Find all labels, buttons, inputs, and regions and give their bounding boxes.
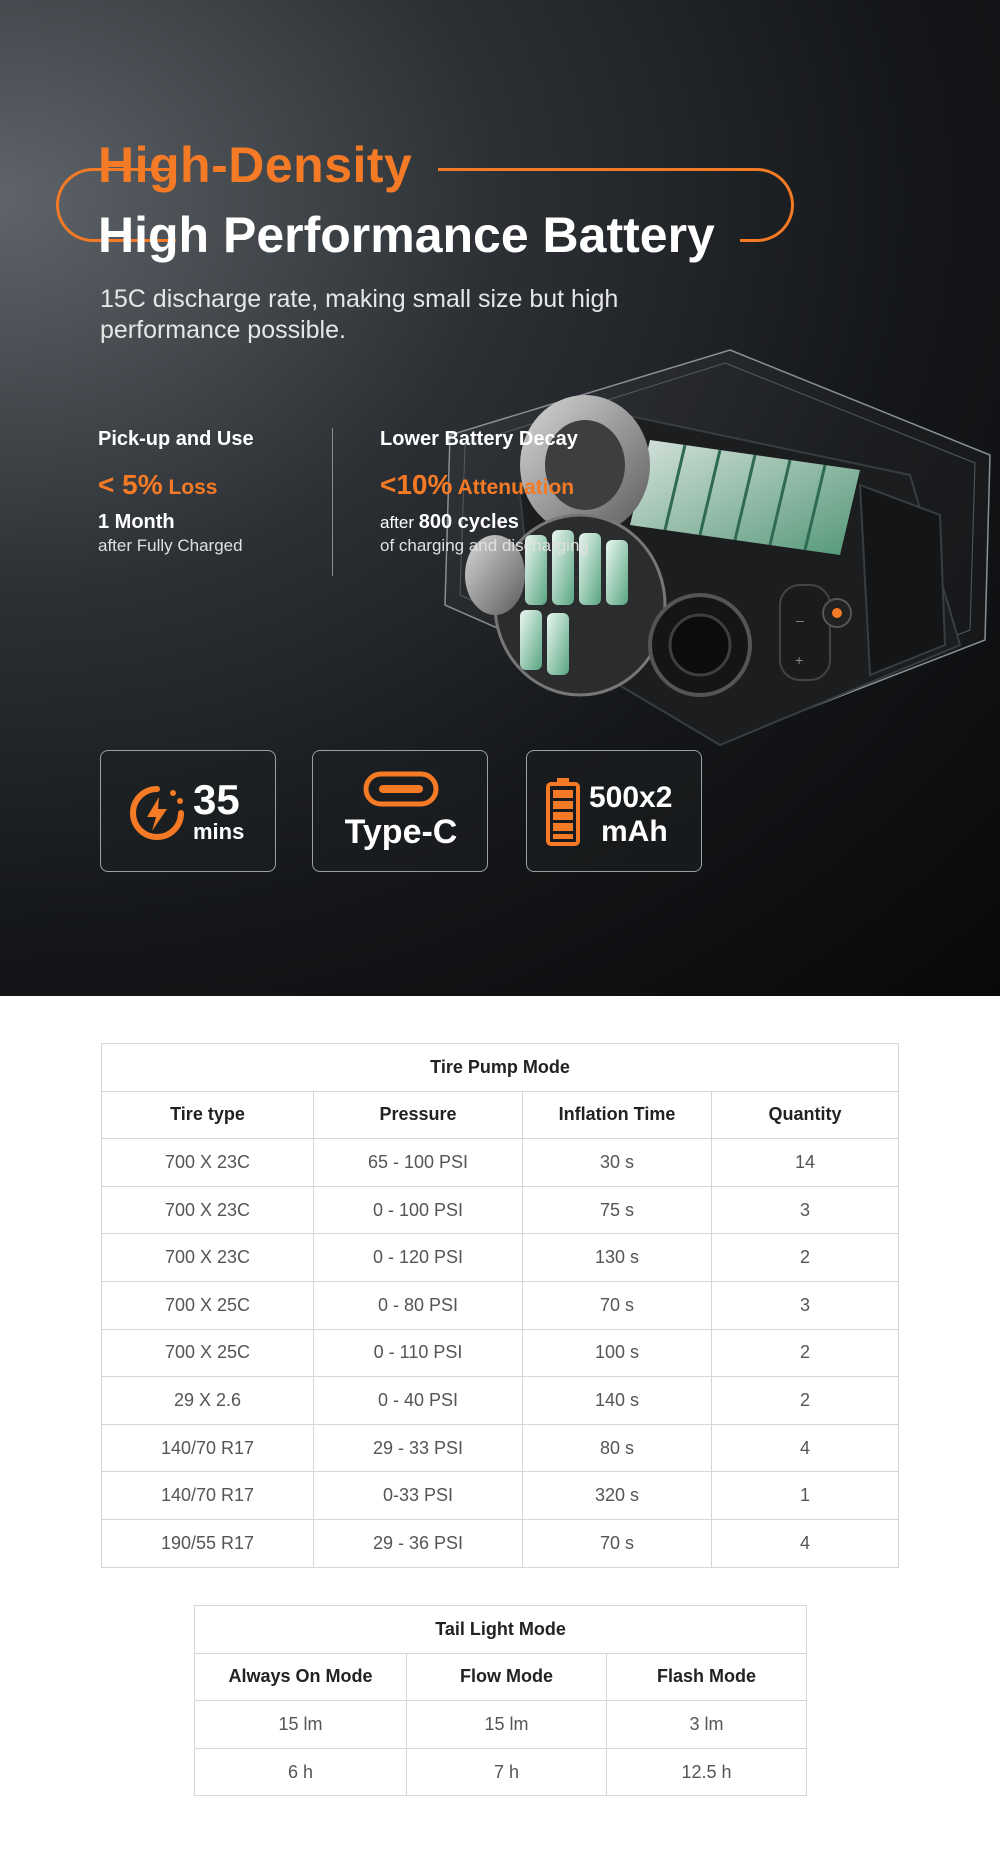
table-cell: 3	[712, 1186, 899, 1234]
table-cell: 0-33 PSI	[314, 1472, 523, 1520]
svg-text:+: +	[795, 652, 804, 668]
table-cell: 29 - 36 PSI	[314, 1519, 523, 1567]
stat-duration: after 800 cycles	[380, 511, 519, 533]
charge-time-value: 35	[193, 776, 240, 823]
table-cell: 65 - 100 PSI	[314, 1139, 523, 1187]
table-row	[102, 1472, 899, 1520]
column-header: Pressure	[314, 1091, 523, 1139]
table-row	[102, 1377, 899, 1425]
table-cell: 12.5 h	[607, 1748, 807, 1796]
table-cell: 320 s	[523, 1472, 712, 1520]
stat-heading: Lower Battery Decay	[380, 428, 578, 450]
column-header: Quantity	[712, 1091, 899, 1139]
table-cell: 0 - 110 PSI	[314, 1329, 523, 1377]
table-row	[102, 1186, 899, 1234]
table-cell: 70 s	[523, 1281, 712, 1329]
table-row	[102, 1329, 899, 1377]
stat-heading: Pick-up and Use	[98, 428, 254, 450]
tail-light-table	[194, 1605, 806, 1796]
table-row	[102, 1234, 899, 1282]
table-cell: 29 X 2.6	[102, 1377, 314, 1425]
title-bracket-line	[438, 168, 748, 171]
light-table-caption: Tail Light Mode	[195, 1606, 807, 1654]
table-row	[195, 1701, 807, 1749]
battery-icon	[545, 777, 581, 847]
table-cell: 0 - 40 PSI	[314, 1377, 523, 1425]
table-cell: 700 X 23C	[102, 1139, 314, 1187]
table-cell: 75 s	[523, 1186, 712, 1234]
stat-value: < 5% Loss	[98, 469, 218, 500]
table-cell: 15 lm	[407, 1701, 607, 1749]
battery-capacity-value: 500x2	[589, 781, 673, 814]
table-row	[102, 1281, 899, 1329]
table-cell: 14	[712, 1139, 899, 1187]
stat-divider	[332, 428, 333, 576]
column-header: Always On Mode	[195, 1653, 407, 1701]
table-cell: 700 X 23C	[102, 1186, 314, 1234]
title-bracket-right	[740, 168, 794, 242]
column-header: Inflation Time	[523, 1091, 712, 1139]
table-cell: 3 lm	[607, 1701, 807, 1749]
tire-table-caption: Tire Pump Mode	[102, 1044, 899, 1092]
table-cell: 3	[712, 1281, 899, 1329]
table-cell: 30 s	[523, 1139, 712, 1187]
svg-text:–: –	[796, 612, 804, 628]
column-header: Flow Mode	[407, 1653, 607, 1701]
stat-pickup	[98, 428, 328, 556]
table-cell: 140/70 R17	[102, 1424, 314, 1472]
table-cell: 0 - 120 PSI	[314, 1234, 523, 1282]
table-row	[102, 1519, 899, 1567]
table-cell: 29 - 33 PSI	[314, 1424, 523, 1472]
table-row	[195, 1748, 807, 1796]
charge-time-unit: mins	[193, 819, 245, 844]
type-c-label: Type-C	[344, 813, 458, 851]
table-cell: 4	[712, 1424, 899, 1472]
badge-battery-capacity	[526, 750, 702, 872]
badge-charge-time	[100, 750, 276, 872]
column-header: Flash Mode	[607, 1653, 807, 1701]
table-row	[102, 1424, 899, 1472]
table-cell: 100 s	[523, 1329, 712, 1377]
tire-pump-table	[101, 1043, 898, 1568]
fast-charge-icon	[127, 783, 187, 843]
stat-duration: 1 Month	[98, 511, 175, 533]
stat-decay	[380, 428, 680, 556]
table-cell: 140 s	[523, 1377, 712, 1425]
table-cell: 130 s	[523, 1234, 712, 1282]
table-cell: 1	[712, 1472, 899, 1520]
table-cell: 2	[712, 1377, 899, 1425]
usb-c-port-icon	[363, 771, 439, 807]
title-line-1: High-Density	[98, 137, 413, 193]
table-cell: 2	[712, 1234, 899, 1282]
table-cell: 700 X 25C	[102, 1281, 314, 1329]
table-cell: 7 h	[407, 1748, 607, 1796]
table-cell: 0 - 80 PSI	[314, 1281, 523, 1329]
table-cell: 6 h	[195, 1748, 407, 1796]
table-cell: 0 - 100 PSI	[314, 1186, 523, 1234]
badge-type-c	[312, 750, 488, 872]
light-table-header	[195, 1653, 807, 1701]
table-cell: 700 X 25C	[102, 1329, 314, 1377]
table-cell: 4	[712, 1519, 899, 1567]
column-header: Tire type	[102, 1091, 314, 1139]
stat-note: after Fully Charged	[98, 536, 243, 555]
table-cell: 140/70 R17	[102, 1472, 314, 1520]
table-cell: 70 s	[523, 1519, 712, 1567]
table-row	[102, 1139, 899, 1187]
hero-subtitle: 15C discharge rate, making small size but high performance possible.	[100, 285, 619, 344]
table-cell: 80 s	[523, 1424, 712, 1472]
battery-device-illustration	[440, 345, 1000, 805]
table-cell: 2	[712, 1329, 899, 1377]
tire-table-header	[102, 1091, 899, 1139]
stat-value: <10% Attenuation	[380, 469, 575, 500]
table-cell: 15 lm	[195, 1701, 407, 1749]
battery-capacity-unit: mAh	[601, 815, 668, 848]
table-cell: 700 X 23C	[102, 1234, 314, 1282]
title-line-2: High Performance Battery	[98, 207, 715, 263]
table-cell: 190/55 R17	[102, 1519, 314, 1567]
stat-note: of charging and discharging	[380, 536, 589, 555]
